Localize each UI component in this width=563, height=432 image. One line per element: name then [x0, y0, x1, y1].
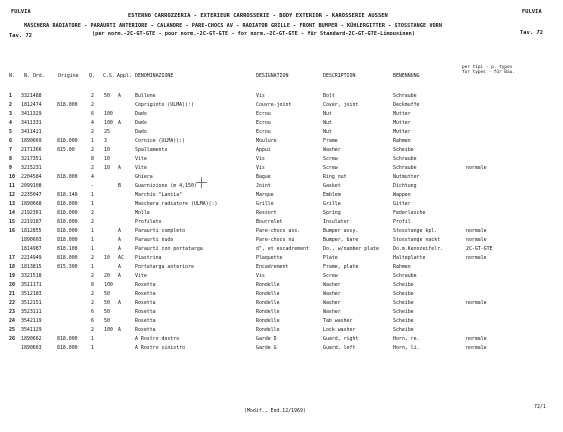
cell-q: 2: [91, 129, 94, 135]
tav-left: Tav. 72: [9, 33, 33, 39]
cell-appl: B: [118, 183, 121, 189]
cell-n-ord: 2099108: [21, 183, 42, 189]
cell-n-ord: 3411329: [21, 111, 42, 117]
cell-q: 2: [91, 165, 94, 171]
cell-benennung: Scheibe: [393, 309, 414, 315]
cell-denominazione: Maschera radiatore (ULMA)(:): [135, 201, 218, 207]
cell-appl: A: [118, 300, 121, 306]
cell-n: 5: [9, 129, 12, 135]
brand-left: FULVIA: [11, 9, 31, 15]
cell-denominazione: Bullone: [135, 93, 156, 99]
cell-designation: Ecrou: [256, 120, 271, 126]
cell-n: 14: [9, 210, 15, 216]
cell-q: 2: [91, 210, 94, 216]
cell-denominazione: Rosetta: [135, 327, 156, 333]
cell-q: 2: [91, 255, 94, 261]
cell-denominazione: A Rostro sinistro: [135, 345, 186, 351]
col-denominazione: DENOMINAZIONE: [135, 73, 174, 79]
cell-n: 11: [9, 183, 15, 189]
cell-benennung: Schraube: [393, 273, 417, 279]
cell-benennung: Scheibe: [393, 282, 414, 288]
cell-benennung: Mutter: [393, 129, 411, 135]
cell-description: Frame: [323, 138, 338, 144]
cell-n-ord: 1814987: [21, 246, 42, 252]
cell-designation: Pare-chocs nu: [256, 237, 295, 243]
cell-n: 21: [9, 291, 15, 297]
col-origine: Origine: [58, 73, 79, 79]
cell-description: Screw: [323, 156, 338, 162]
cell-benennung: Schraube: [393, 156, 417, 162]
cell-q: 2: [91, 93, 94, 99]
cell-description: Washer: [323, 309, 341, 315]
cell-denominazione: Paraurti con portatarga: [135, 246, 203, 252]
cell-n-ord: 2235047: [21, 192, 42, 198]
cell-denominazione: Rosetta: [135, 291, 156, 297]
cell-denominazione: Spallamento: [135, 147, 168, 153]
cell-q: 4: [91, 120, 94, 126]
cell-denominazione: Cornice (ULMA)(:): [135, 138, 186, 144]
cell-n: 7: [9, 147, 12, 153]
cell-origine: 818.140: [57, 192, 78, 198]
cell-description: Tab washer: [323, 318, 353, 324]
cell-appl: A: [118, 228, 121, 234]
cell-q: 2: [91, 291, 94, 297]
cell-n-ord: 1890603: [21, 237, 42, 243]
cell-n-ord: 3321518: [21, 273, 42, 279]
cell-description: Lock washer: [323, 327, 356, 333]
cell-n-ord: 3542119: [21, 318, 42, 324]
cell-designation: Rondelle: [256, 309, 280, 315]
cell-n: 19: [9, 273, 15, 279]
cell-denominazione: Vite: [135, 273, 147, 279]
cell-description: Washer: [323, 147, 341, 153]
cell-description: Gasket: [323, 183, 341, 189]
cell-cs: 50: [104, 300, 110, 306]
cell-description: Nut: [323, 129, 332, 135]
cell-tipi: normale: [466, 237, 487, 243]
cell-benennung: Scheibe: [393, 147, 414, 153]
cell-designation: Ressort: [256, 210, 277, 216]
cell-n-ord: 3215231: [21, 165, 42, 171]
cell-denominazione: Marchio "Lancia": [135, 192, 183, 198]
col-cs: C.S.: [103, 73, 115, 79]
cell-description: Emblem: [323, 192, 341, 198]
cell-cs: 100: [104, 327, 113, 333]
cell-designation: Bague: [256, 174, 271, 180]
cell-n: 15: [9, 219, 15, 225]
cell-appl: A: [118, 165, 121, 171]
cell-benennung: Stosstange nackt: [393, 237, 441, 243]
cell-origine: 818.000: [57, 138, 78, 144]
cell-cs: 10: [104, 156, 110, 162]
cell-cs: 10: [104, 147, 110, 153]
cell-designation: Rondelle: [256, 282, 280, 288]
cell-appl: A: [118, 264, 121, 270]
cell-q: 6: [91, 309, 94, 315]
cell-description: Ring nut: [323, 174, 347, 180]
cell-description: Insulator: [323, 219, 350, 225]
cell-denominazione: Dado: [135, 120, 147, 126]
cell-denominazione: A Rostro destro: [135, 336, 180, 342]
header-line2: MASCHERA RADIATORE - PARAURTI ANTERIORE - CALANDRE - PARE-CHOCS AV - RADIATOR GRILLE - FRONT BUMPER - KÜHLERGITTER - STOSSTANGE VORN: [24, 23, 443, 29]
cell-description: Washer: [323, 291, 341, 297]
cell-n: 25: [9, 327, 15, 333]
cell-benennung: Mutter: [393, 120, 411, 126]
cell-cs: 100: [104, 120, 113, 126]
cell-origine: 818.000: [57, 336, 78, 342]
cell-description: Bumper assy.: [323, 228, 359, 234]
cell-designation: Vis: [256, 165, 265, 171]
cell-q: 2: [91, 300, 94, 306]
cell-n: 20: [9, 282, 15, 288]
cell-n: 17: [9, 255, 15, 261]
cell-appl: A: [118, 237, 121, 243]
cell-benennung: Federlasche: [393, 210, 426, 216]
cell-q: 1: [91, 192, 94, 198]
cell-q: 1: [91, 237, 94, 243]
cell-n: 16: [9, 228, 15, 234]
cell-q: 1: [91, 246, 94, 252]
cell-designation: d", et escadrement: [256, 246, 309, 252]
cell-origine: 818.000: [57, 345, 78, 351]
cell-appl: A: [118, 120, 121, 126]
cell-benennung: Scheibe: [393, 318, 414, 324]
cell-n: 18: [9, 264, 15, 270]
cell-designation: Rondelle: [256, 327, 280, 333]
cell-q: 2: [91, 219, 94, 225]
cell-n-ord: 3512151: [21, 300, 42, 306]
cell-n-ord: 2219187: [21, 219, 42, 225]
cell-q: 1: [91, 336, 94, 342]
footer-note: (Modif., End.12/1969): [244, 408, 306, 414]
cell-cs: 25: [104, 129, 110, 135]
cell-appl: A: [118, 93, 121, 99]
cell-q: 2: [91, 147, 94, 153]
cell-description: Cover, joint: [323, 102, 359, 108]
cell-n: 6: [9, 138, 12, 144]
cell-denominazione: Dado: [135, 129, 147, 135]
cell-denominazione: Dado: [135, 111, 147, 117]
cell-benennung: Profil: [393, 219, 411, 225]
cell-benennung: Do.m.Kennzeifelr.: [393, 246, 444, 252]
cell-denominazione: Portatarga anteriore: [135, 264, 194, 270]
cell-cs: 50: [104, 318, 110, 324]
cell-n-ord: 3541129: [21, 327, 42, 333]
cell-designation: Moulure: [256, 138, 277, 144]
cell-designation: Vis: [256, 273, 265, 279]
cell-appl: A: [118, 273, 121, 279]
cell-designation: Appui: [256, 147, 271, 153]
cell-denominazione: Rosetta: [135, 282, 156, 288]
cell-q: 1: [91, 228, 94, 234]
cell-n: 23: [9, 309, 15, 315]
cell-description: Guard, left: [323, 345, 356, 351]
cell-designation: Ecrou: [256, 111, 271, 117]
cell-cs: 100: [104, 111, 113, 117]
col-n-ord: N. Ord.: [24, 73, 45, 79]
cell-origine: 818.000: [57, 174, 78, 180]
col-benennung: BENENNUNG: [393, 73, 420, 79]
cell-n-ord: 1890663: [21, 345, 42, 351]
cell-q: 1: [91, 138, 94, 144]
cell-q: 6: [91, 318, 94, 324]
cell-designation: Grille: [256, 201, 274, 207]
cell-tipi: normale: [466, 228, 487, 234]
col-tipi-line2: for types - für Bau.: [462, 70, 515, 75]
cell-n-ord: 3217351: [21, 156, 42, 162]
cell-description: Bolt: [323, 93, 335, 99]
cell-designation: Ecrou: [256, 129, 271, 135]
cell-designation: Couvre-joint: [256, 102, 292, 108]
cell-benennung: Horn, li.: [393, 345, 420, 351]
crosshair-cursor-icon: [196, 177, 207, 188]
cell-denominazione: Rosetta: [135, 300, 156, 306]
cell-designation: Marque: [256, 192, 274, 198]
cell-denominazione: Paraurti completo: [135, 228, 186, 234]
cell-n: 12: [9, 192, 15, 198]
cell-designation: Vis: [256, 93, 265, 99]
cell-n-ord: 3411331: [21, 120, 42, 126]
cell-designation: Pare-chocs ass.: [256, 228, 301, 234]
cell-n-ord: 2204584: [21, 174, 42, 180]
cell-denominazione: Paraurti nudo: [135, 237, 174, 243]
cell-q: 6: [91, 111, 94, 117]
cell-n: 22: [9, 300, 15, 306]
header-line1: ESTERNO CARROZZERIA - EXTERIEUR CARROSSERIE - BODY EXTERIOR - KAROSSERIE AUSSEN: [128, 13, 388, 19]
cell-n: 2: [9, 102, 12, 108]
cell-benennung: Dichtung: [393, 183, 417, 189]
cell-n: 26: [9, 336, 15, 342]
cell-tipi: normale: [466, 255, 487, 261]
cell-description: Screw: [323, 165, 338, 171]
cell-cs: 3: [104, 138, 107, 144]
header-line3: (per norm.-2C-GT-GTE - pour norm.-2C-GT-GTE - for norm.-2C-GT-GTE - für Standard-2C-GT-GTE-Limousinen): [92, 31, 416, 37]
cell-description: Bumper, bare: [323, 237, 359, 243]
cell-n-ord: 1812855: [21, 228, 42, 234]
cell-benennung: Nutmutter: [393, 174, 420, 180]
cell-cs: 100: [104, 282, 113, 288]
cell-n-ord: 2192361: [21, 210, 42, 216]
cell-designation: Plaquette: [256, 255, 283, 261]
cell-description: Guard, right: [323, 336, 359, 342]
col-description: DESCRIPTION: [323, 73, 356, 79]
cell-n-ord: 1890668: [21, 201, 42, 207]
cell-q: 2: [91, 102, 94, 108]
cell-q: -: [91, 183, 94, 189]
cell-origine: 815.00: [57, 147, 75, 153]
cell-cs: 10: [104, 255, 110, 261]
cell-description: Plate: [323, 255, 338, 261]
page-number: 72/1: [534, 404, 546, 410]
cell-benennung: Gitter: [393, 201, 411, 207]
cell-q: 1: [91, 264, 94, 270]
cell-designation: Encadrement: [256, 264, 289, 270]
cell-description: Nut: [323, 120, 332, 126]
col-tipi-line1: per tipi - p. types: [462, 65, 513, 70]
cell-designation: Rondelle: [256, 318, 280, 324]
cell-designation: Vis: [256, 156, 265, 162]
tav-right: Tav. 72: [520, 30, 544, 36]
cell-denominazione: Rosetta: [135, 309, 156, 315]
cell-benennung: Schraube: [393, 93, 417, 99]
cell-appl: A: [118, 327, 121, 333]
cell-denominazione: Molla: [135, 210, 150, 216]
cell-origine: 818.000: [57, 210, 78, 216]
cell-benennung: Horn, re.: [393, 336, 420, 342]
col-appl: Appl.: [117, 73, 132, 79]
cell-description: Washer: [323, 282, 341, 288]
cell-description: Washer: [323, 300, 341, 306]
cell-n-ord: 2214949: [21, 255, 42, 261]
cell-q: 8: [91, 156, 94, 162]
cell-tipi: normale: [466, 345, 487, 351]
cell-n-ord: 3511171: [21, 282, 42, 288]
cell-q: 2: [91, 327, 94, 333]
cell-origine: 818.000: [57, 237, 78, 243]
cell-n-ord: 2171366: [21, 147, 42, 153]
cell-appl: A: [118, 246, 121, 252]
cell-designation: Bourrelet: [256, 219, 283, 225]
cell-description: Screw: [323, 273, 338, 279]
cell-origine: 818.000: [57, 255, 78, 261]
cell-origine: 818.000: [57, 228, 78, 234]
col-designation: DESIGNATION: [256, 73, 289, 79]
cell-benennung: Schraube: [393, 165, 417, 171]
cell-q: 2: [91, 273, 94, 279]
col-n: N.: [9, 73, 15, 79]
cell-tipi: normale: [466, 300, 487, 306]
cell-description: Nut: [323, 111, 332, 117]
cell-origine: 818.000: [57, 102, 78, 108]
cell-benennung: Mutter: [393, 111, 411, 117]
cell-n-ord: 3411421: [21, 129, 42, 135]
cell-n: 8: [9, 156, 12, 162]
cell-denominazione: Ghiera: [135, 174, 153, 180]
cell-n-ord: 3523111: [21, 309, 42, 315]
cell-benennung: Deckmuffe: [393, 102, 420, 108]
cell-benennung: Scheibe: [393, 291, 414, 297]
cell-n-ord: 3321488: [21, 93, 42, 99]
cell-appl: AC: [118, 255, 124, 261]
cell-origine: 818.100: [57, 246, 78, 252]
cell-designation: Joint: [256, 183, 271, 189]
cell-benennung: Rahmen: [393, 138, 411, 144]
cell-benennung: Rahmen: [393, 264, 411, 270]
cell-tipi: normale: [466, 336, 487, 342]
cell-origine: 818.000: [57, 219, 78, 225]
cell-origine: 818.000: [57, 201, 78, 207]
cell-n: 9: [9, 165, 12, 171]
cell-n: 24: [9, 318, 15, 324]
cell-n-ord: 3512183: [21, 291, 42, 297]
cell-n: 4: [9, 120, 12, 126]
cell-denominazione: Piastrina: [135, 255, 162, 261]
cell-benennung: Wappen: [393, 192, 411, 198]
cell-q: 8: [91, 282, 94, 288]
cell-n-ord: 1813815: [21, 264, 42, 270]
cell-q: 4: [91, 174, 94, 180]
cell-origine: 815.300: [57, 264, 78, 270]
cell-cs: 50: [104, 93, 110, 99]
cell-denominazione: Vite: [135, 156, 147, 162]
cell-n-ord: 1890662: [21, 336, 42, 342]
cell-tipi: 2C-GT-GTE: [466, 246, 493, 252]
cell-cs: 50: [104, 309, 110, 315]
col-q: Q.: [89, 73, 95, 79]
cell-cs: 50: [104, 291, 110, 297]
cell-denominazione: Vite: [135, 165, 147, 171]
cell-description: Spring: [323, 210, 341, 216]
cell-cs: 10: [104, 165, 110, 171]
cell-denominazione: Rosetta: [135, 318, 156, 324]
cell-description: Frame, plate: [323, 264, 359, 270]
cell-designation: Garde D: [256, 336, 277, 342]
cell-denominazione: Profilato: [135, 219, 162, 225]
cell-description: Grille: [323, 201, 341, 207]
cell-designation: Rondelle: [256, 300, 280, 306]
cell-n: 10: [9, 174, 15, 180]
cell-benennung: Halteplatte: [393, 255, 426, 261]
cell-denominazione: Guarnizione (m 4,150): [135, 183, 197, 189]
cell-n: 1: [9, 93, 12, 99]
cell-designation: Rondelle: [256, 291, 280, 297]
cell-q: 1: [91, 345, 94, 351]
brand-right: FULVIA: [522, 9, 542, 15]
cell-n: 13: [9, 201, 15, 207]
cell-tipi: normale: [466, 165, 487, 171]
cell-q: 1: [91, 201, 94, 207]
cell-description: Do., w/number plate: [323, 246, 379, 252]
cell-denominazione: Copriginto (ULMA)(:): [135, 102, 194, 108]
cell-cs: 20: [104, 273, 110, 279]
cell-n-ord: 1812474: [21, 102, 42, 108]
cell-benennung: Scheibe: [393, 327, 414, 333]
cell-n: 3: [9, 111, 12, 117]
cell-designation: Garde G: [256, 345, 277, 351]
cell-benennung: Scheibe: [393, 300, 414, 306]
cell-n-ord: 1890669: [21, 138, 42, 144]
cell-benennung: Stosstange kpl.: [393, 228, 438, 234]
